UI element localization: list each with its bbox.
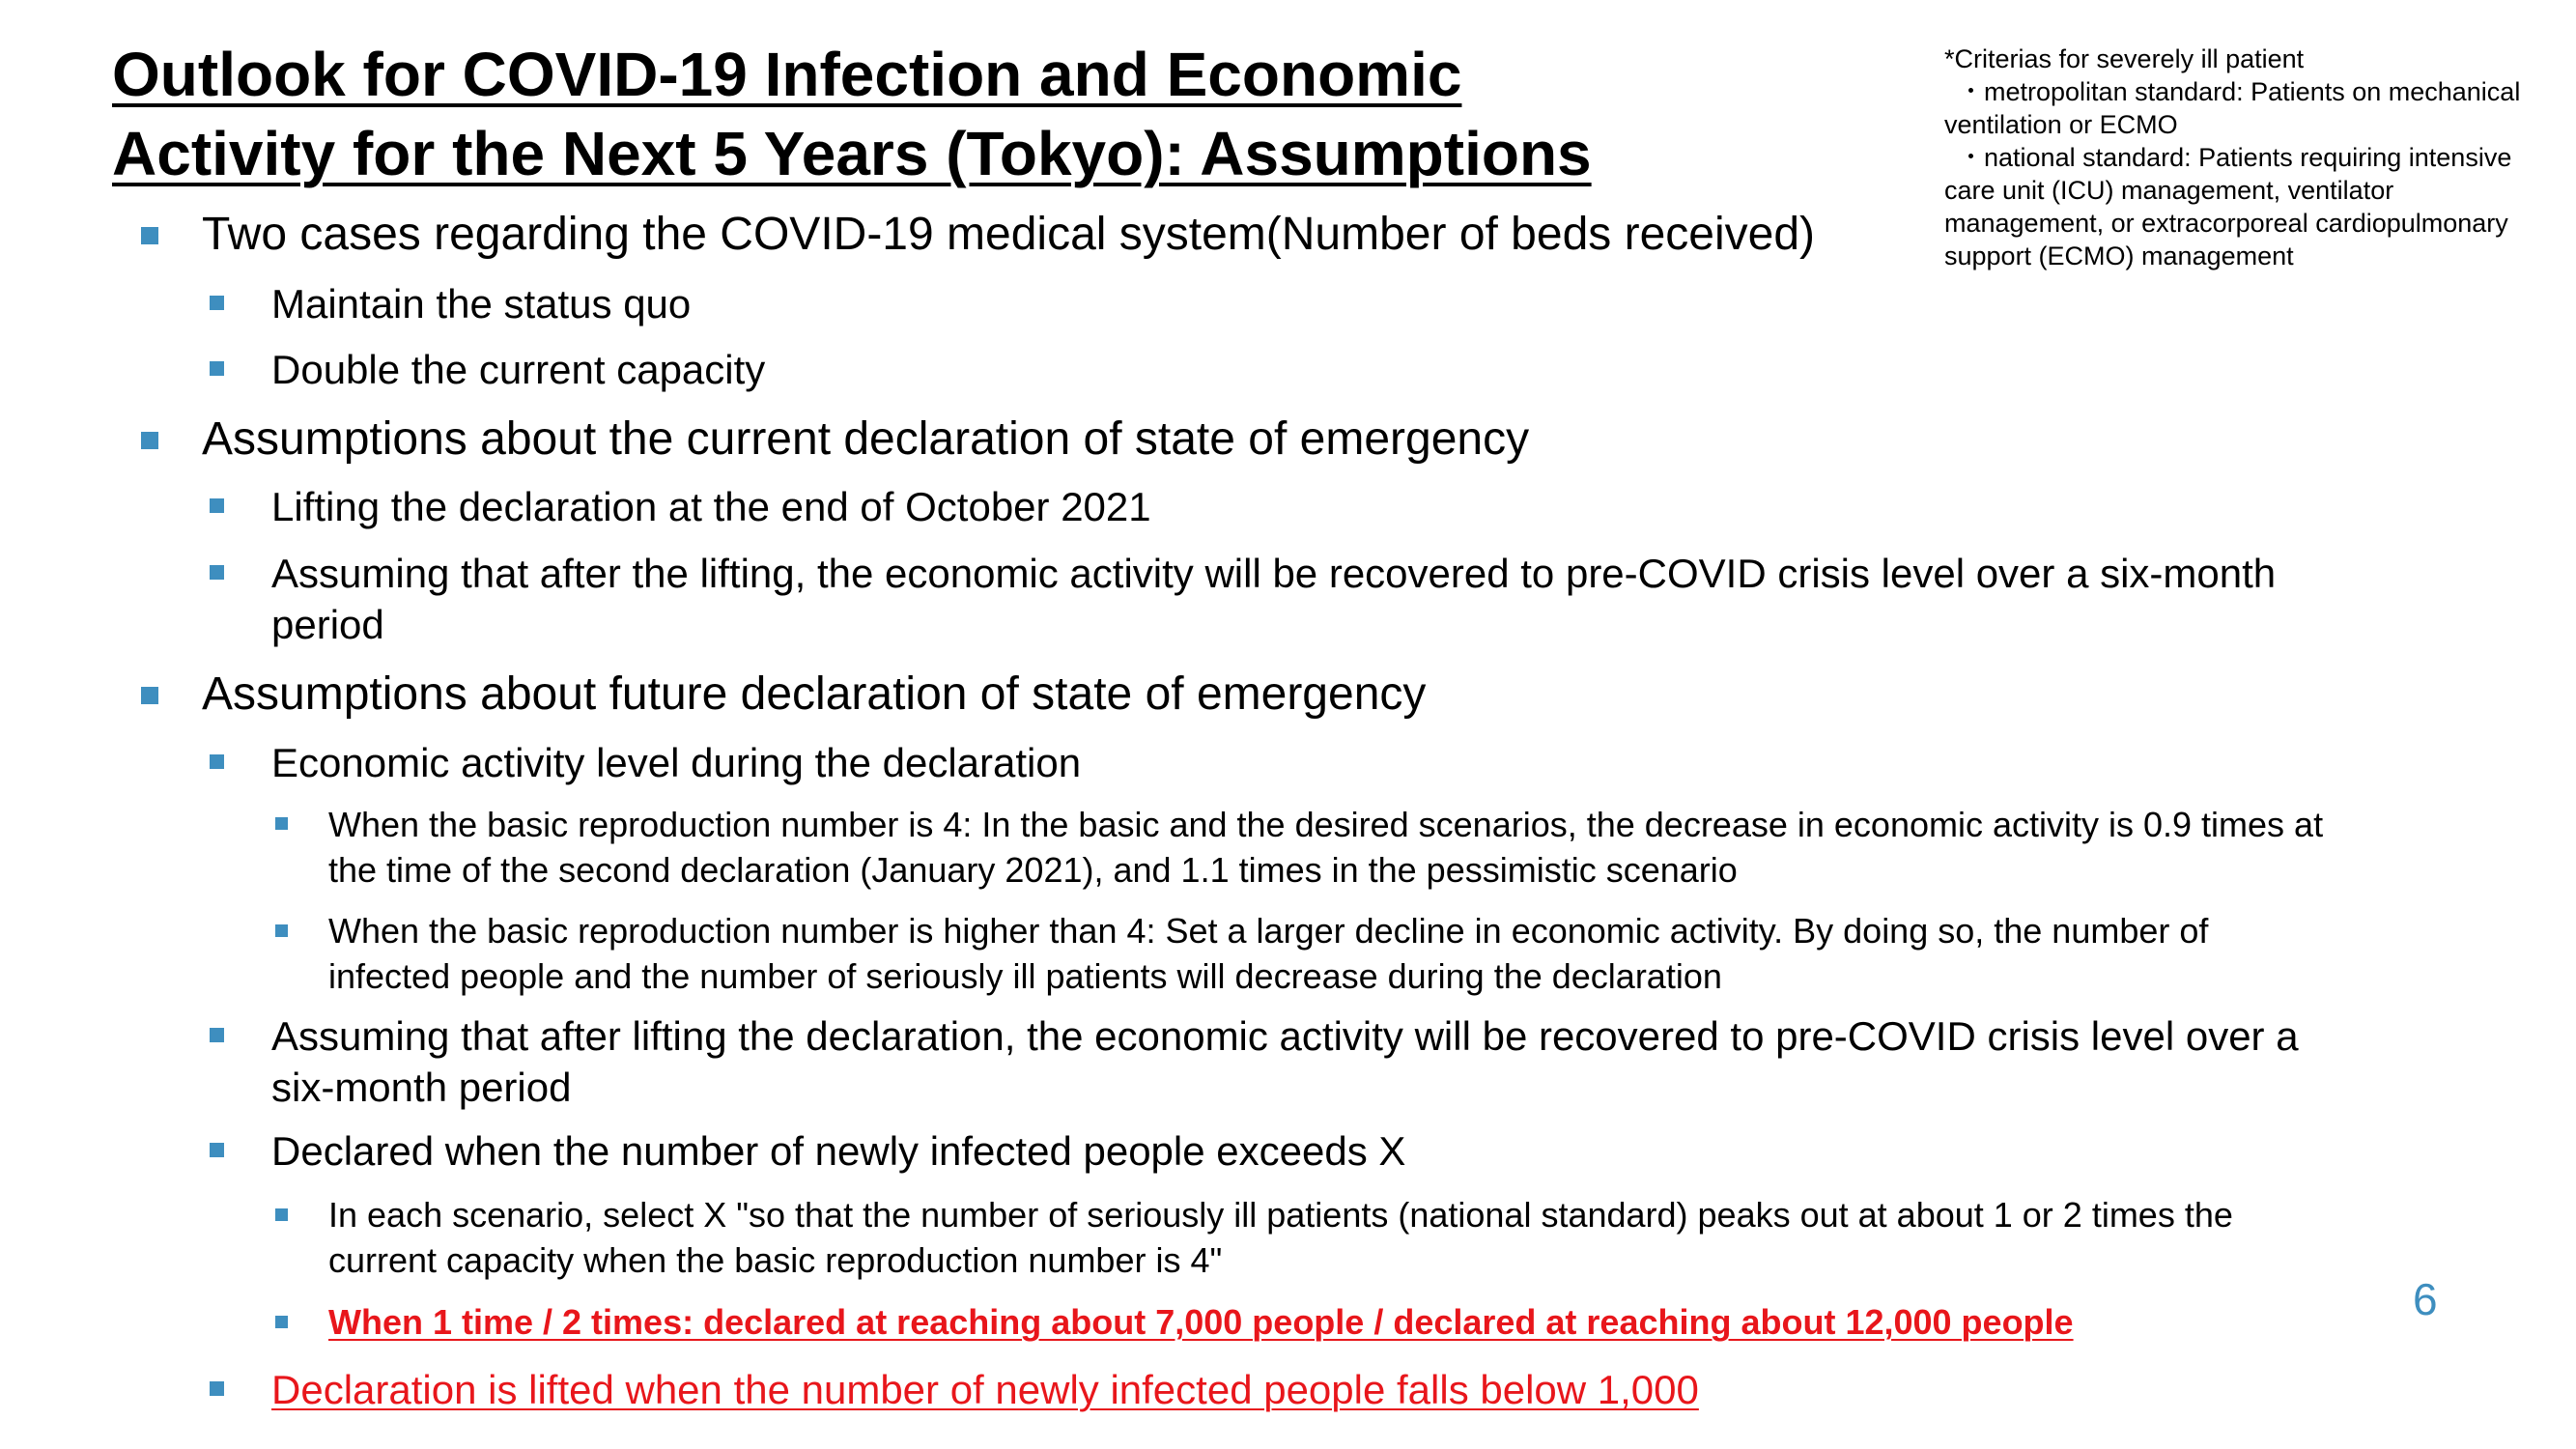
bullet-marker: [275, 1208, 288, 1221]
bullet-lift-threshold-highlight: Declaration is lifted when the number of newly infected people falls below 1,000: [271, 1367, 1699, 1412]
slide-title-line1: Outlook for COVID-19 Infection and Economic: [112, 40, 1462, 109]
bullet-status-quo: Maintain the status quo: [271, 281, 692, 327]
bullet-marker: [210, 296, 224, 310]
bullet-marker: [210, 1381, 224, 1396]
bullet-marker: [275, 924, 288, 937]
bullet-declaration-thresholds-highlight: When 1 time / 2 times: declared at reaching about 7,000 people / declared at reaching about 12,000 people: [328, 1302, 2074, 1342]
bullet-lifting-october: Lifting the declaration at the end of October 2021: [271, 484, 1151, 529]
bullet-marker: [275, 817, 288, 830]
bullet-r-higher-line2: infected people and the number of seriously ill patients will decrease during the declaration: [328, 956, 1722, 996]
bullet-current-declaration: Assumptions about the current declaration of state of emergency: [202, 413, 1530, 465]
bullet-r4-line1: When the basic reproduction number is 4: In the basic and the desired scenarios, the decrease in economic activity is 0.9 times at: [328, 805, 2324, 844]
bullet-marker: [141, 227, 158, 244]
bullet-recovery-after-lifting-line1: Assuming that after the lifting, the economic activity will be recovered to pre-COVID crisis level over a six-month: [271, 551, 2277, 596]
note-line: ・metropolitan standard: Patients on mechanical: [1958, 77, 2521, 106]
note-line: care unit (ICU) management, ventilator: [1944, 176, 2394, 205]
note-line: support (ECMO) management: [1944, 242, 2294, 270]
bullet-declared-threshold: Declared when the number of newly infected people exceeds X: [271, 1128, 1406, 1174]
page-number: 6: [2413, 1274, 2438, 1324]
bullet-recovery-after-lifting-line2: period: [271, 602, 384, 647]
bullet-marker: [210, 565, 224, 580]
bullet-marker: [210, 754, 224, 769]
bullet-future-declaration: Assumptions about future declaration of state of emergency: [202, 668, 1427, 720]
bullet-marker: [210, 498, 224, 513]
bullet-r4-line2: the time of the second declaration (January 2021), and 1.1 times in the pessimistic scenario: [328, 850, 1738, 890]
bullet-r-higher-line1: When the basic reproduction number is higher than 4: Set a larger decline in economic activity. By doing so, the number of: [328, 911, 2209, 951]
bullet-marker: [275, 1316, 288, 1328]
bullet-economic-activity-level: Economic activity level during the declaration: [271, 740, 1082, 785]
bullet-recovery-after-future-line2: six-month period: [271, 1065, 572, 1110]
note-line: *Criterias for severely ill patient: [1944, 44, 2305, 73]
bullet-marker: [141, 432, 158, 449]
bullet-marker: [210, 1143, 224, 1157]
bullet-recovery-after-future-line1: Assuming that after lifting the declaration, the economic activity will be recovered to pre-COVID crisis level over a: [271, 1013, 2299, 1059]
bullet-marker: [141, 687, 158, 704]
bullet-marker: [210, 361, 224, 376]
note-line: management, or extracorporeal cardiopulmonary: [1944, 209, 2508, 238]
note-line: ventilation or ECMO: [1944, 110, 2178, 139]
bullet-select-x-line1: In each scenario, select X "so that the number of seriously ill patients (national standard) peaks out at about 1 or 2 times the: [328, 1195, 2233, 1235]
note-line: ・national standard: Patients requiring intensive: [1958, 143, 2512, 172]
bullet-double-capacity: Double the current capacity: [271, 347, 766, 392]
slide-title-line2: Activity for the Next 5 Years (Tokyo): Assumptions: [112, 119, 1592, 188]
bullet-marker: [210, 1028, 224, 1042]
bullet-medical-system-cases: Two cases regarding the COVID-19 medical system(Number of beds received): [202, 209, 1816, 260]
bullet-select-x-line2: current capacity when the basic reproduction number is 4": [328, 1240, 1223, 1280]
